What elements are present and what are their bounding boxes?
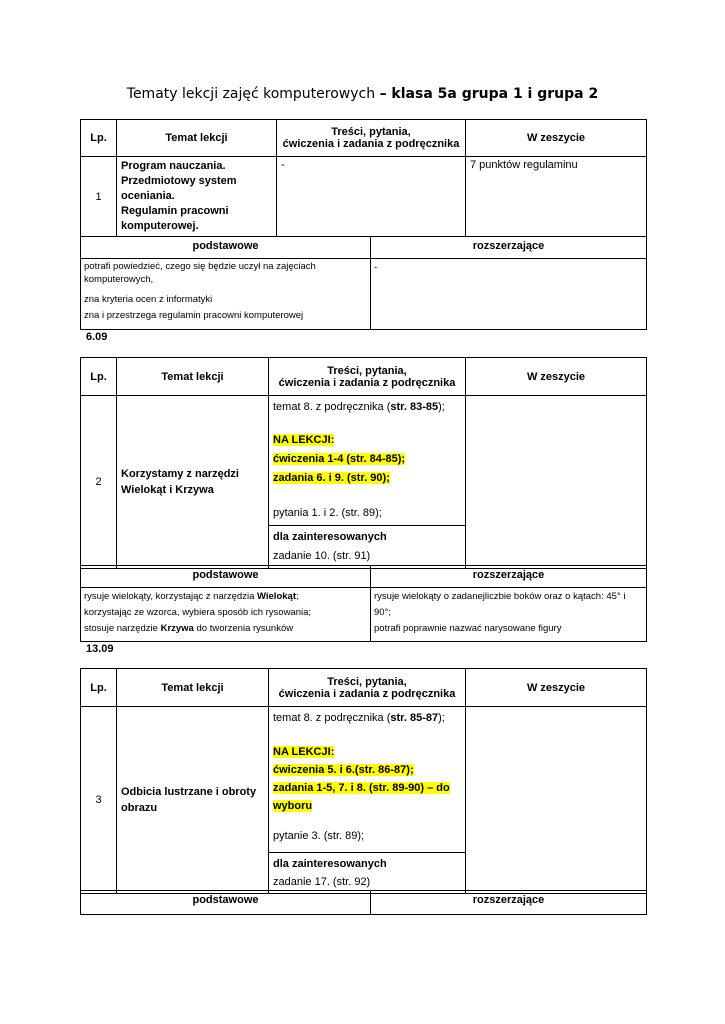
header-lp: Lp.	[81, 669, 117, 707]
requirements-table-1	[80, 236, 647, 330]
header-zeszyt: W zeszycie	[466, 358, 647, 396]
lesson-notebook	[466, 396, 647, 569]
header-temat: Temat lekcji	[117, 358, 269, 396]
lesson-notebook: 7 punktów regulaminu	[466, 157, 647, 237]
lesson-number: 1	[81, 157, 117, 237]
lesson-topic: Program nauczania. Przedmiotowy system oceniania. Regulamin pracowni komputerowej.	[117, 157, 277, 237]
requirements-table-2	[80, 565, 647, 642]
lesson-table-1	[80, 119, 647, 237]
extended-requirements: -	[371, 259, 647, 330]
lesson-table-3	[80, 668, 647, 894]
header-lp: Lp.	[81, 358, 117, 396]
header-temat: Temat lekcji	[117, 669, 269, 707]
lesson-table-2	[80, 357, 647, 569]
na-lekcji-label: NA LEKCJI:	[273, 434, 335, 446]
requirements-table-3	[80, 890, 647, 915]
basic-requirements: rysuje wielokąty, korzystając z narzędzia Wielokąt; korzystając ze wzorca, wybiera sposób ich rysowania; stosuje narzędzie Krzywa do tworzenia rysunków	[81, 588, 371, 642]
lesson-number: 3	[81, 707, 117, 894]
section-podstawowe: podstawowe	[81, 237, 371, 259]
basic-requirements: potrafi powiedzieć, czego się będzie uczył na zajęciach komputerowych, zna kryteria ocen z informatyki zna i przestrzega regulamin pracowni komputerowej	[81, 259, 371, 330]
extended-requirements: rysuje wielokąty o zadanejliczbie boków oraz o kątach: 45° i 90°; potrafi poprawnie nazwać narysowane figury	[371, 588, 647, 642]
header-tresci: Treści, pytania, ćwiczenia i zadania z podręcznika	[269, 669, 466, 707]
header-tresci: Treści, pytania, ćwiczenia i zadania z podręcznika	[277, 120, 466, 157]
section-rozszerzajace: rozszerzające	[371, 891, 647, 915]
lesson-topic: Odbicia lustrzane i obroty obrazu	[117, 707, 269, 894]
lesson-date: 13.09	[86, 643, 114, 655]
lesson-date: 6.09	[86, 331, 108, 343]
lesson-content: temat 8. z podręcznika (str. 83-85); NA LEKCJI: ćwiczenia 1-4 (str. 84-85); zadania 6. i 9. (str. 90); pytania 1. i 2. (str. 89);	[269, 396, 466, 526]
lesson-content: temat 8. z podręcznika (str. 85-87); NA LEKCJI: ćwiczenia 5. i 6.(str. 86-87); zadania 1-5, 7. i 8. (str. 89-90) – do wyboru pytanie 3. (str. 89);	[269, 707, 466, 853]
page-title: Tematy lekcji zajęć komputerowych – klasa 5a grupa 1 i grupa 2	[126, 86, 599, 102]
section-podstawowe: podstawowe	[81, 891, 371, 915]
na-lekcji-label: NA LEKCJI:	[273, 746, 335, 758]
section-podstawowe: podstawowe	[81, 566, 371, 588]
lesson-content: -	[277, 157, 466, 237]
extra-tasks: dla zainteresowanych zadanie 17. (str. 92)	[269, 853, 466, 894]
header-tresci: Treści, pytania, ćwiczenia i zadania z podręcznika	[269, 358, 466, 396]
header-zeszyt: W zeszycie	[466, 120, 647, 157]
header-zeszyt: W zeszycie	[466, 669, 647, 707]
lesson-notebook	[466, 707, 647, 894]
section-rozszerzajace: rozszerzające	[371, 237, 647, 259]
lesson-topic: Korzystamy z narzędzi Wielokąt i Krzywa	[117, 396, 269, 569]
header-temat: Temat lekcji	[117, 120, 277, 157]
lesson-number: 2	[81, 396, 117, 569]
extra-tasks: dla zainteresowanych zadanie 10. (str. 91)	[269, 526, 466, 569]
header-lp: Lp.	[81, 120, 117, 157]
section-rozszerzajace: rozszerzające	[371, 566, 647, 588]
